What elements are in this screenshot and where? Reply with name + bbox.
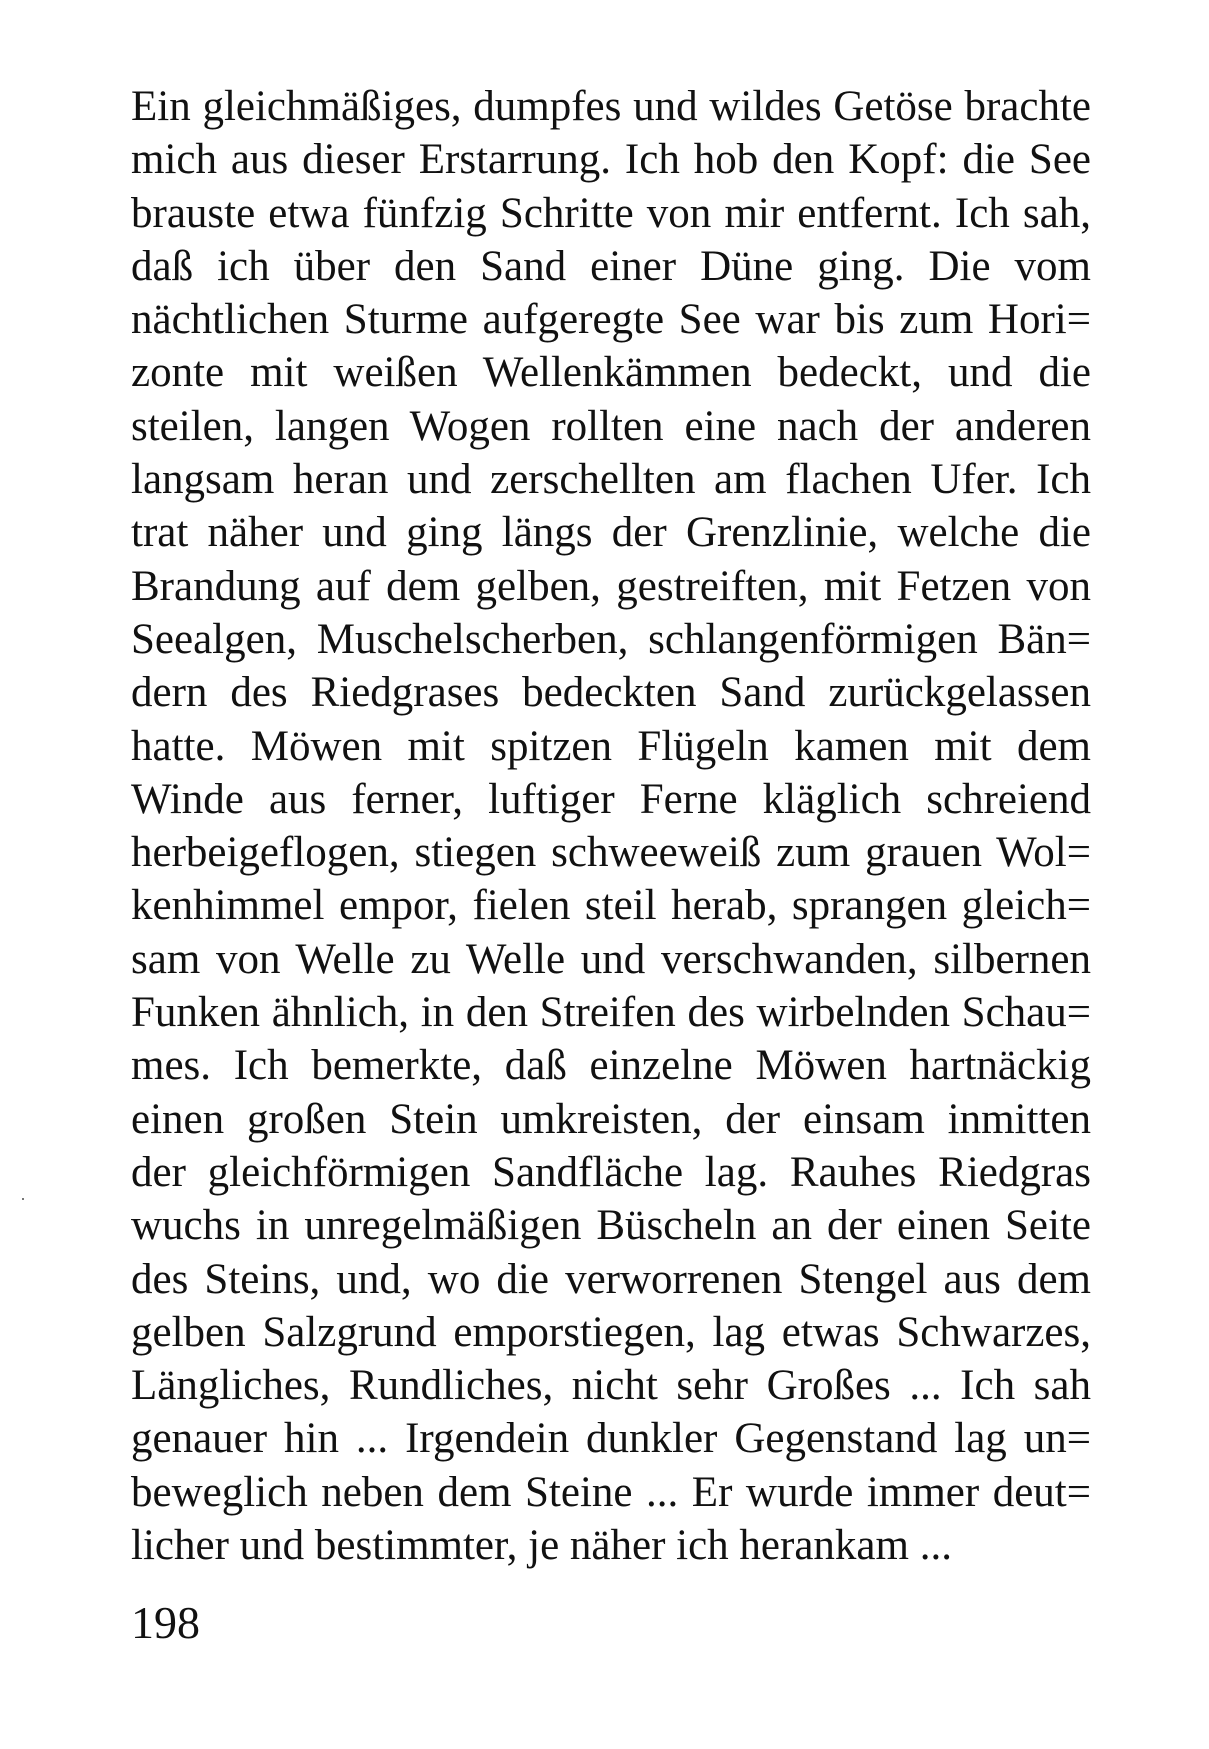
- text-line: brauste etwa fünfzig Schritte von mir entfernt. Ich sah,: [131, 189, 1091, 237]
- text-line: Winde aus ferner, luftiger Ferne kläglich schreiend: [131, 775, 1091, 823]
- text-line: mes. Ich bemerkte, daß einzelne Möwen hartnäckig: [131, 1042, 1091, 1090]
- text-line: kenhimmel empor, fielen steil herab, sprangen gleich=: [131, 882, 1091, 930]
- text-line: Ein gleichmäßiges, dumpfes und wildes Getöse brachte: [131, 83, 1091, 130]
- text-line: hatte. Möwen mit spitzen Flügeln kamen mit dem: [131, 722, 1091, 770]
- text-line: steilen, langen Wogen rollten eine nach der anderen: [131, 402, 1091, 450]
- text-line: des Steins, und, wo die verworrenen Stengel aus dem: [131, 1255, 1091, 1303]
- text-line: wuchs in unregelmäßigen Büscheln an der einen Seite: [131, 1202, 1091, 1250]
- text-line: trat näher und ging längs der Grenzlinie, welche die: [131, 509, 1091, 557]
- text-line: sam von Welle zu Welle und verschwanden, silbernen: [131, 935, 1091, 983]
- text-line: der gleichförmigen Sandfläche lag. Rauhes Riedgras: [131, 1148, 1091, 1196]
- text-line: mich aus dieser Erstarrung. Ich hob den Kopf: die See: [131, 136, 1091, 184]
- text-line: zonte mit weißen Wellenkämmen bedeckt, und die: [131, 349, 1091, 397]
- text-line: Funken ähnlich, in den Streifen des wirbelnden Schau=: [131, 989, 1091, 1037]
- text-line: Längliches, Rundliches, nicht sehr Großes ... Ich sah: [131, 1362, 1091, 1410]
- text-line: genauer hin ... Irgendein dunkler Gegenstand lag un=: [131, 1415, 1091, 1463]
- text-line: beweglich neben dem Steine ... Er wurde immer deut=: [131, 1468, 1091, 1516]
- text-line: langsam heran und zerschellten am flachen Ufer. Ich: [131, 456, 1091, 504]
- text-line: daß ich über den Sand einer Düne ging. Die vom: [131, 242, 1091, 290]
- text-line: herbeigeflogen, stiegen schweeweiß zum grauen Wol=: [131, 829, 1091, 877]
- text-line: nächtlichen Sturme aufgeregte See war bis zum Hori=: [131, 296, 1091, 344]
- text-line: Seealgen, Muschelscherben, schlangenförmigen Bän=: [131, 615, 1091, 663]
- text-line: einen großen Stein umkreisten, der einsam inmitten: [131, 1095, 1091, 1143]
- body-text: [131, 80, 1091, 1572]
- text-line: gelben Salzgrund emporstiegen, lag etwas Schwarzes,: [131, 1308, 1091, 1356]
- text-line: dern des Riedgrases bedeckten Sand zurückgelassen: [131, 669, 1091, 717]
- scan-speck: [22, 1198, 24, 1200]
- text-line: Brandung auf dem gelben, gestreiften, mit Fetzen von: [131, 562, 1091, 610]
- text-line: licher und bestimmter, je näher ich herankam ...: [131, 1522, 952, 1570]
- page-number: 198: [131, 1597, 200, 1648]
